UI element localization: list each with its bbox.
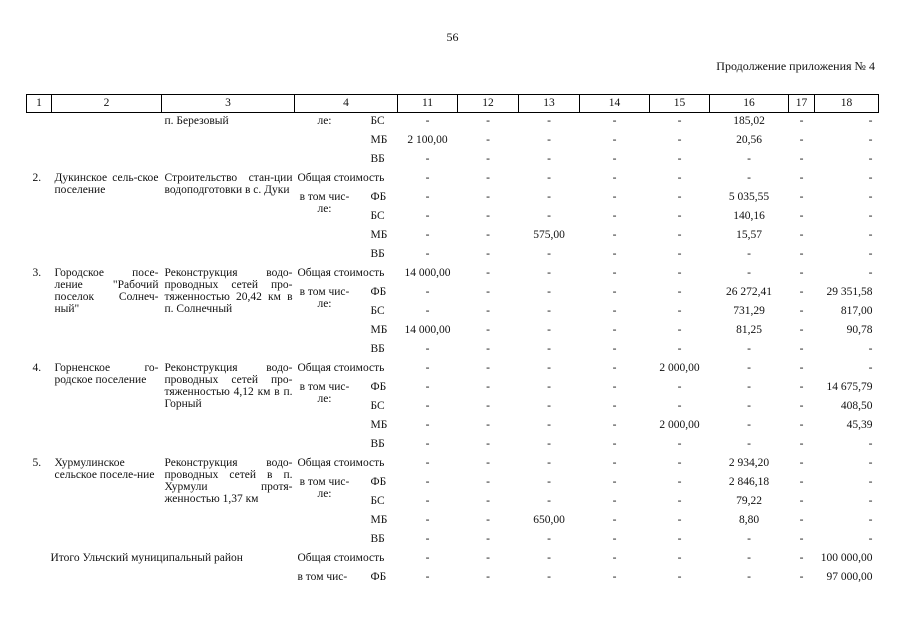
value-cell: 14 000,00 [404, 324, 451, 336]
header-cell: 3 [162, 95, 295, 113]
including-label [295, 379, 365, 455]
value-cell: - [425, 343, 430, 355]
value-cell: - [677, 381, 682, 393]
settlement-name [52, 265, 162, 360]
value-cell: - [425, 438, 430, 450]
including-label [295, 113, 365, 171]
value-cell: - [868, 191, 873, 203]
value-cell: - [677, 248, 682, 260]
value-cell: - [612, 305, 617, 317]
value-cell: - [486, 438, 490, 450]
object-description-text: Реконструкция водо-проводных сетей про-тяженностью 4,12 км в п. Горный [164, 362, 293, 410]
row-number [27, 455, 52, 550]
page-number: 56 [446, 30, 459, 44]
value-cell: - [425, 172, 430, 184]
value-cell: - [547, 476, 551, 488]
funding-source: ВБ [370, 248, 385, 260]
value-cell: - [486, 153, 490, 165]
settlement-name-text [55, 113, 159, 115]
value-cell: - [486, 400, 490, 412]
value-cell: - [425, 514, 430, 526]
value-cell: - [799, 153, 804, 165]
value-cell: - [486, 172, 490, 184]
general-cost-label: Общая стоимость [297, 552, 385, 564]
value-cell: - [747, 362, 751, 374]
value-cell: - [799, 362, 804, 374]
total-row [27, 569, 879, 588]
value-cell: - [425, 229, 430, 241]
including-label-text: ле: [317, 115, 332, 127]
object-description-text: Реконструкция водо-проводных сетей про-тяженностью 20,42 км в п. Солнечный [164, 267, 293, 315]
value-cell: - [612, 457, 617, 469]
value-cell: - [677, 305, 682, 317]
value-cell: - [425, 191, 430, 203]
value-cell: - [868, 134, 873, 146]
value-cell: - [486, 533, 490, 545]
value-cell: 2 100,00 [407, 134, 448, 146]
value-cell: - [612, 514, 617, 526]
value-cell: - [677, 533, 682, 545]
value-cell: - [425, 362, 430, 374]
header-cell: 4 [295, 95, 398, 113]
header-cell: 16 [710, 95, 789, 113]
object-description [162, 170, 295, 265]
value-cell: - [486, 286, 490, 298]
value-cell: 45,39 [846, 419, 873, 431]
object-description [162, 265, 295, 360]
value-cell: - [799, 343, 804, 355]
general-cost-label: Общая стоимость [297, 362, 385, 374]
value-cell: - [612, 438, 617, 450]
value-cell: - [799, 552, 804, 564]
settlement-name-text: Городское посе-ление "Рабочий поселок Солнеч-ный" [54, 267, 159, 315]
object-description [162, 113, 295, 171]
table-row [27, 455, 879, 474]
value-cell: - [612, 210, 617, 222]
value-cell: - [612, 495, 617, 507]
value-cell: - [799, 210, 804, 222]
total-name: Итого Ульчский муниципальный район [50, 552, 243, 564]
value-cell: - [868, 115, 873, 127]
value-cell: - [547, 305, 551, 317]
value-cell: - [677, 134, 682, 146]
value-cell: - [486, 305, 490, 317]
header-cell: 18 [815, 95, 879, 113]
value-cell: - [612, 115, 617, 127]
value-cell: 29 351,58 [826, 286, 873, 298]
value-cell: - [547, 248, 551, 260]
value-cell: - [677, 343, 682, 355]
value-cell: - [612, 400, 617, 412]
value-cell: - [677, 476, 682, 488]
value-cell: - [799, 457, 804, 469]
value-cell: - [547, 343, 551, 355]
funding-source: БС [370, 400, 385, 412]
value-cell: - [868, 267, 873, 279]
settlement-name [52, 113, 162, 171]
value-cell: - [425, 552, 430, 564]
value-cell: - [677, 438, 682, 450]
funding-source: БС [370, 495, 385, 507]
value-cell: 97 000,00 [826, 571, 873, 583]
value-cell: 575,00 [533, 229, 565, 241]
value-cell: 2 846,18 [728, 476, 770, 488]
header-cell: 17 [789, 95, 815, 113]
funding-source: МБ [370, 324, 388, 336]
value-cell: - [612, 134, 617, 146]
value-cell: - [677, 229, 682, 241]
value-cell: - [547, 362, 551, 374]
funding-source: ВБ [370, 533, 385, 545]
value-cell: - [868, 438, 873, 450]
value-cell: - [799, 172, 804, 184]
value-cell: - [799, 115, 804, 127]
value-cell: - [677, 571, 682, 583]
value-cell: 408,50 [840, 400, 873, 412]
value-cell: 14 675,79 [826, 381, 873, 393]
funding-source: ФБ [370, 571, 387, 583]
value-cell: - [799, 419, 804, 431]
funding-source: ФБ [370, 286, 387, 298]
funding-source: МБ [370, 514, 388, 526]
value-cell: - [547, 552, 551, 564]
value-cell: - [868, 343, 873, 355]
value-cell: - [799, 134, 804, 146]
including-label-text: в том чис-ле: [299, 286, 350, 310]
value-cell: - [799, 286, 804, 298]
value-cell: - [425, 248, 430, 260]
value-cell: - [747, 400, 751, 412]
value-cell: - [486, 134, 490, 146]
value-cell: - [425, 495, 430, 507]
value-cell: - [799, 191, 804, 203]
value-cell: - [868, 495, 873, 507]
settlement-name-text: Дукинское сель-ское поселение [54, 172, 159, 196]
value-cell: 5 035,55 [728, 191, 770, 203]
including-label: в том чис- [297, 571, 348, 583]
value-cell: - [547, 324, 551, 336]
row-number-text: 4. [32, 362, 42, 374]
value-cell: - [868, 362, 873, 374]
header-cell: 14 [580, 95, 650, 113]
value-cell: 140,16 [733, 210, 765, 222]
funding-source: МБ [370, 134, 388, 146]
value-cell: - [747, 172, 751, 184]
row-number-text: 5. [32, 457, 42, 469]
value-cell: - [677, 457, 682, 469]
object-description-text: Реконструкция водо-проводных сетей в п. Хурмули протя-женностью 1,37 км [164, 457, 293, 505]
continuation-caption: Продолжение приложения № 4 [716, 59, 875, 73]
value-cell: - [425, 210, 430, 222]
row-number [27, 170, 52, 265]
value-cell: - [486, 210, 490, 222]
value-cell: - [747, 533, 751, 545]
header-cell: 12 [458, 95, 519, 113]
value-cell: - [868, 533, 873, 545]
value-cell: 90,78 [846, 324, 873, 336]
value-cell: - [612, 476, 617, 488]
object-description-text: п. Березовый [164, 115, 229, 127]
including-label [295, 284, 365, 360]
value-cell: - [799, 438, 804, 450]
value-cell: - [612, 229, 617, 241]
value-cell: - [486, 248, 490, 260]
table-row [27, 170, 879, 189]
value-cell: - [612, 153, 617, 165]
row-number [27, 265, 52, 360]
value-cell: - [799, 305, 804, 317]
value-cell: - [547, 571, 551, 583]
value-cell: 2 000,00 [659, 362, 700, 374]
value-cell: - [677, 324, 682, 336]
value-cell: - [486, 514, 490, 526]
including-label-text: в том чис-ле: [299, 381, 350, 405]
value-cell: - [747, 381, 751, 393]
value-cell: - [547, 495, 551, 507]
value-cell: - [799, 381, 804, 393]
value-cell: - [486, 324, 490, 336]
row-number [27, 113, 52, 171]
value-cell: - [747, 343, 751, 355]
value-cell: - [425, 571, 430, 583]
value-cell: - [677, 172, 682, 184]
value-cell: - [486, 571, 490, 583]
value-cell: - [799, 400, 804, 412]
value-cell: - [677, 115, 682, 127]
value-cell: 731,29 [733, 305, 765, 317]
value-cell: - [547, 457, 551, 469]
value-cell: - [547, 115, 551, 127]
value-cell: 100 000,00 [820, 552, 873, 564]
value-cell: - [747, 153, 751, 165]
header-cell: 1 [27, 95, 52, 113]
including-label [295, 189, 365, 265]
general-cost-label: Общая стоимость [297, 267, 385, 279]
funding-source: ФБ [370, 476, 387, 488]
value-cell: - [547, 172, 551, 184]
funding-source: ВБ [370, 153, 385, 165]
value-cell: - [799, 571, 804, 583]
value-cell: - [677, 400, 682, 412]
including-label-text: в том чис-ле: [299, 476, 350, 500]
header-cell: 15 [650, 95, 710, 113]
general-cost-label: Общая стоимость [297, 457, 385, 469]
header-row [27, 95, 879, 113]
value-cell: - [612, 286, 617, 298]
funding-source: МБ [370, 419, 388, 431]
value-cell: 20,56 [736, 134, 762, 146]
empty-cell [27, 569, 295, 588]
value-cell: - [547, 210, 551, 222]
including-label [295, 474, 365, 550]
value-cell: - [425, 305, 430, 317]
value-cell: 14 000,00 [404, 267, 451, 279]
object-description [162, 455, 295, 550]
table-row [27, 360, 879, 379]
budget-table [26, 94, 879, 588]
object-description [162, 360, 295, 455]
value-cell: - [747, 248, 751, 260]
value-cell: - [547, 153, 551, 165]
funding-source: БС [370, 210, 385, 222]
value-cell: - [612, 552, 617, 564]
value-cell: - [677, 286, 682, 298]
value-cell: - [612, 324, 617, 336]
settlement-name-text: Горненское го-родское поселение [54, 362, 159, 386]
value-cell: - [486, 267, 490, 279]
value-cell: - [547, 191, 551, 203]
value-cell: - [677, 267, 682, 279]
settlement-name [52, 360, 162, 455]
value-cell: - [486, 343, 490, 355]
header-cell: 2 [52, 95, 162, 113]
value-cell: 26 272,41 [726, 286, 772, 298]
value-cell: - [747, 438, 751, 450]
value-cell: - [868, 172, 873, 184]
value-cell: - [677, 210, 682, 222]
value-cell: - [425, 400, 430, 412]
value-cell: - [486, 381, 490, 393]
value-cell: 81,25 [736, 324, 762, 336]
value-cell: 185,02 [733, 115, 765, 127]
settlement-name [52, 455, 162, 550]
value-cell: - [425, 419, 430, 431]
value-cell: 2 934,20 [728, 457, 770, 469]
value-cell: - [547, 533, 551, 545]
value-cell: - [425, 381, 430, 393]
funding-source: БС [370, 305, 385, 317]
funding-source: ФБ [370, 381, 387, 393]
value-cell: - [868, 210, 873, 222]
value-cell: - [486, 552, 490, 564]
funding-source: МБ [370, 229, 388, 241]
value-cell: - [868, 514, 873, 526]
value-cell: - [799, 514, 804, 526]
value-cell: - [425, 115, 430, 127]
value-cell: 2 000,00 [659, 419, 700, 431]
value-cell: 650,00 [533, 514, 565, 526]
settlement-name [52, 170, 162, 265]
value-cell: - [868, 457, 873, 469]
value-cell: - [612, 343, 617, 355]
value-cell: - [612, 248, 617, 260]
value-cell: - [612, 362, 617, 374]
value-cell: - [677, 495, 682, 507]
value-cell: - [425, 286, 430, 298]
value-cell: - [547, 381, 551, 393]
value-cell: - [425, 153, 430, 165]
funding-source: БС [370, 115, 385, 127]
value-cell: - [486, 229, 490, 241]
value-cell: - [799, 267, 804, 279]
funding-source: ФБ [370, 191, 387, 203]
value-cell: - [612, 533, 617, 545]
value-cell: - [486, 457, 490, 469]
value-cell: - [612, 419, 617, 431]
value-cell: - [612, 571, 617, 583]
value-cell: - [677, 552, 682, 564]
table-row [27, 113, 879, 133]
value-cell: 817,00 [840, 305, 873, 317]
value-cell: - [868, 476, 873, 488]
value-cell: - [425, 533, 430, 545]
value-cell: 79,22 [736, 495, 762, 507]
funding-source: ВБ [370, 343, 385, 355]
row-number-text: 3. [32, 267, 42, 279]
value-cell: - [547, 400, 551, 412]
general-cost-label: Общая стоимость [297, 172, 385, 184]
value-cell: - [677, 191, 682, 203]
value-cell: - [486, 115, 490, 127]
value-cell: - [486, 191, 490, 203]
value-cell: - [425, 457, 430, 469]
row-number-text: 2. [32, 172, 42, 184]
value-cell: - [547, 286, 551, 298]
value-cell: - [747, 552, 751, 564]
value-cell: - [747, 571, 751, 583]
value-cell: - [547, 267, 551, 279]
value-cell: - [799, 324, 804, 336]
value-cell: - [612, 267, 617, 279]
value-cell: 8,80 [738, 514, 760, 526]
row-number [27, 360, 52, 455]
including-label-text: в том чис-ле: [299, 191, 350, 215]
value-cell: - [486, 495, 490, 507]
value-cell: - [547, 438, 551, 450]
value-cell: - [677, 514, 682, 526]
settlement-name-text: Хурмулинское сельское поселе-ние [54, 457, 155, 481]
value-cell: - [547, 419, 551, 431]
value-cell: - [612, 172, 617, 184]
value-cell: - [868, 248, 873, 260]
value-cell: - [612, 191, 617, 203]
object-description-text: Строительство стан-ции водоподготовки в с. Дуки [164, 172, 293, 196]
value-cell: 15,57 [736, 229, 762, 241]
value-cell: - [799, 476, 804, 488]
value-cell: - [799, 229, 804, 241]
value-cell: - [747, 419, 751, 431]
value-cell: - [799, 495, 804, 507]
funding-source: ВБ [370, 438, 385, 450]
value-cell: - [486, 362, 490, 374]
total-row [27, 550, 879, 569]
header-cell: 13 [519, 95, 580, 113]
value-cell: - [868, 153, 873, 165]
value-cell: - [747, 267, 751, 279]
value-cell: - [425, 476, 430, 488]
value-cell: - [486, 476, 490, 488]
value-cell: - [799, 533, 804, 545]
value-cell: - [677, 153, 682, 165]
header-cell: 11 [398, 95, 458, 113]
value-cell: - [868, 229, 873, 241]
table-row [27, 265, 879, 284]
value-cell: - [547, 134, 551, 146]
value-cell: - [799, 248, 804, 260]
value-cell: - [612, 381, 617, 393]
value-cell: - [486, 419, 490, 431]
